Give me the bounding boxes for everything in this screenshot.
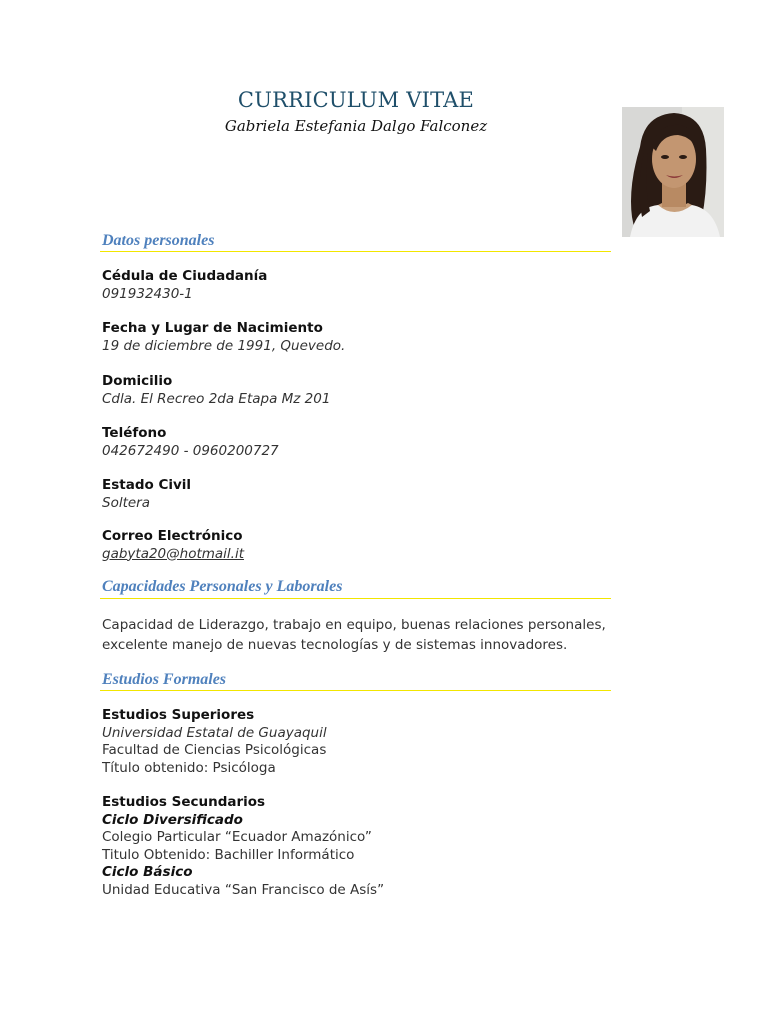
diversified-school: Colegio Particular “Ecuador Amazónico”	[102, 829, 372, 845]
field-label: Correo Electrónico	[102, 528, 243, 544]
field-phone	[102, 425, 279, 460]
secondary-education-label: Estudios Secundarios	[102, 794, 266, 810]
field-email	[102, 528, 244, 563]
section-divider	[100, 598, 611, 599]
field-value: Cdla. El Recreo 2da Etapa Mz 201	[102, 390, 331, 407]
email-link[interactable]: gabyta20@hotmail.it	[102, 545, 245, 562]
university-name: Universidad Estatal de Guayaquil	[102, 724, 327, 741]
skills-paragraph	[102, 615, 632, 655]
field-id-number	[102, 268, 267, 303]
field-label: Fecha y Lugar de Nacimiento	[102, 320, 323, 336]
field-birth	[102, 320, 345, 355]
section-divider	[100, 251, 611, 252]
document-title: CURRICULUM VITAE	[237, 88, 475, 112]
person-name: Gabriela Estefania Dalgo Falconez	[224, 117, 488, 135]
basic-school: Unidad Educativa “San Francisco de Asís”	[102, 881, 385, 898]
higher-education-label: Estudios Superiores	[102, 707, 255, 723]
section-heading-personal: Datos personales	[102, 232, 215, 249]
secondary-education	[102, 794, 384, 899]
higher-education	[102, 707, 327, 777]
section-heading-education: Estudios Formales	[102, 671, 227, 688]
field-value: 042672490 - 0960200727	[102, 442, 279, 459]
portrait-image	[622, 107, 724, 237]
field-label: Domicilio	[102, 373, 173, 389]
field-marital-status	[102, 477, 191, 512]
field-label: Teléfono	[102, 425, 167, 441]
diversified-degree: Titulo Obtenido: Bachiller Informático	[102, 846, 355, 863]
faculty-name: Facultad de Ciencias Psicológicas	[102, 742, 327, 758]
basic-cycle-label: Ciclo Básico	[102, 864, 193, 880]
field-label: Estado Civil	[102, 477, 192, 493]
field-value: 19 de diciembre de 1991, Quevedo.	[102, 337, 346, 354]
field-value: 091932430-1	[102, 285, 193, 302]
profile-photo	[622, 107, 724, 237]
section-heading-skills: Capacidades Personales y Laborales	[102, 578, 343, 595]
skills-line: Capacidad de Liderazgo, trabajo en equipo, buenas relaciones personales,	[102, 617, 606, 633]
section-divider	[100, 690, 611, 691]
diversified-cycle-label: Ciclo Diversificado	[102, 811, 243, 828]
field-value: Soltera	[102, 494, 151, 511]
degree-title: Título obtenido: Psicóloga	[102, 759, 276, 776]
skills-line: excelente manejo de nuevas tecnologías y de sistemas innovadores.	[102, 637, 568, 653]
field-label: Cédula de Ciudadanía	[102, 268, 268, 284]
field-address	[102, 373, 330, 408]
